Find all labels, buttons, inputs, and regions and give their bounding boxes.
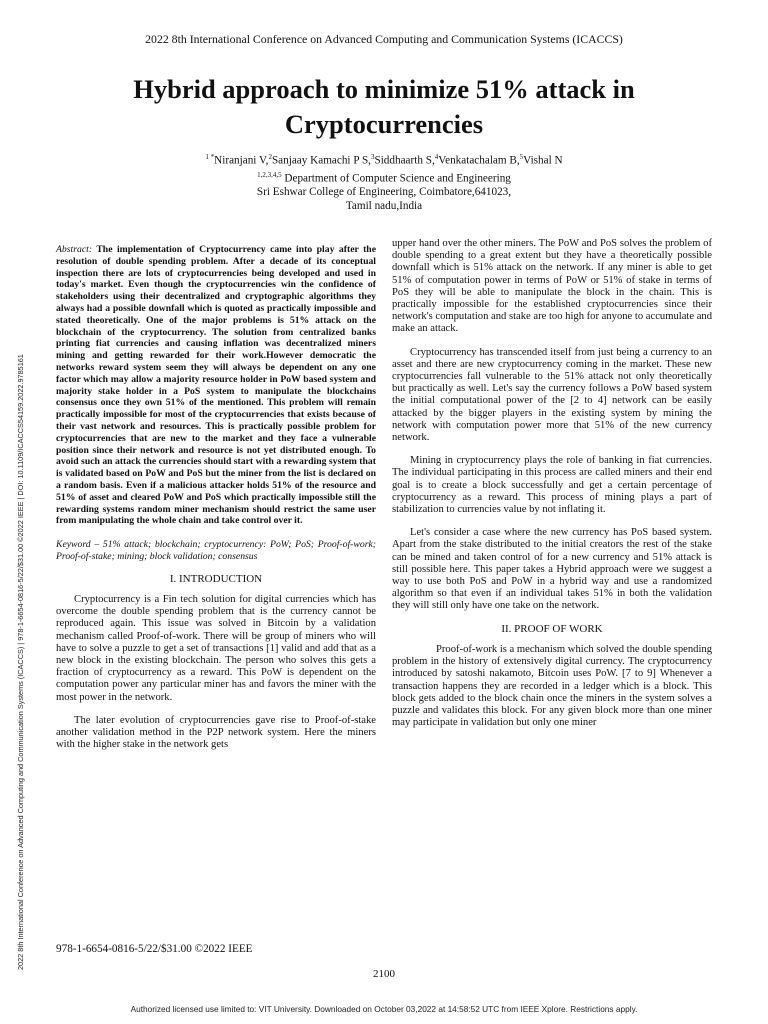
conference-header: 2022 8th International Conference on Advanced Computing and Communication Systems (ICACCS)	[145, 32, 623, 46]
paper-title	[60, 72, 708, 142]
section-heading-proof-of-work: II. PROOF OF WORK	[501, 622, 603, 635]
title-line-1: Hybrid approach to minimize 51% attack in	[133, 74, 635, 104]
abstract	[56, 244, 376, 527]
author-names	[84, 150, 684, 168]
side-doi-strip	[14, 140, 28, 970]
pow-paragraph-1: Proof-of-work is a mechanism which solved the double spending problem in the history of extensively digital currency. The cryptocurrency introduced by satoshi nakamoto, Bitcoin uses PoW. [7 to 9] Whenever a transaction happens they are recorded in a ledger which is a block. This block gets added to the block chain once the miners in the system solves a puzzle and validates this block. For any given block more than one miner may participate in validation but only one miner	[392, 643, 712, 729]
side-doi-text: 2022 8th International Conference on Advanced Computing and Communication Systems (ICACCS) | 978-1-6654-0816-5/22/$31.00 ©2022 IEEE | DOI: 10.1109/ICACCS54159.2022.9785161	[16, 354, 25, 970]
author-2: Sanjaay Kamachi P S,	[271, 154, 371, 167]
left-column	[56, 244, 376, 751]
right-paragraph-3: Mining in cryptocurrency plays the role of banking in fiat currencies. The individual participating in this process are called miners and their end goal is to create a block successfully and get a certain percentage of cryptocurrency as a reward. This process of mining plays a part of stabilization to currencies value by not inflating it.	[392, 455, 712, 516]
author-sup-4: 4	[434, 153, 439, 161]
section-heading-introduction: I. INTRODUCTION	[169, 572, 263, 585]
right-column	[392, 238, 712, 729]
license-footer: Authorized licensed use limited to: VIT University. Downloaded on October 03,2022 at 14:58:52 UTC from IEEE Xplore. Restrictions apply.	[130, 1004, 638, 1014]
intro-paragraph-2: The later evolution of cryptocurrencies gave rise to Proof-of-stake another validation method in the P2P network system. Here the miners with the higher stake in the network gets	[56, 714, 376, 751]
author-sup-3: 3	[370, 153, 375, 161]
abstract-text: The implementation of Cryptocurrency came into play after the resolution of double spending problem. After a decade of its conceptual inspection there are lots of cryptocurrencies being developed and used in today's market. Even though the cryptocurrencies win the confidence of stakeholders using their decentralized and cryptographic algorithms they always had a possible downfall which is quoted as practically impossible and stated theoretically. One of the major problems is 51% attack on the blockchain of the cryptocurrency. The solution from centralized banks printing fiat currencies and causing inflation was decentralized miners mining and getting rewarded for their work.However democratic the networks reward system seem they will always be dependent on any one factor which may allow a majority resource holder in PoW based system and majority stake holder in a PoS system to manipulate the blockchains consensus once they own 51% of the mentioned. This problem will remain practically impossible for most of the cryptocurrencies that exists because of their vast network and resources. This is practically possible problem for cryptocurrencies that are new to the market and they face a vulnerable position since their network and resource is not yet distributed enough. To avoid such an attack the currencies should start with a rewarding system that is validated based on PoW and PoS but the miner from the list is declared on a random basis. Even if a malicious attacker holds 51% of the resource and 51% of asset and cleared PoW and PoS which practically impossible still the rewarding systems random miner mechanism should restrict the same user from manipulating the whole chain and take control over it.	[56, 244, 376, 527]
keywords: Keyword – 51% attack; blockchain; cryptocurrency: PoW; PoS; Proof-of-work; Proof-of-stake; mining; block validation; consensus	[56, 539, 376, 562]
author-4: Venkatachalam B,	[438, 154, 520, 167]
isbn-line: 978-1-6654-0816-5/22/$31.00 ©2022 IEEE	[56, 943, 253, 955]
author-sup-2: 2	[268, 153, 272, 161]
right-paragraph-4: Let's consider a case where the new currency has PoS based system. Apart from the stake distributed to the initial creators the rest of the stake can be mined and taken control of for a new currency and 51% attack is still possible here. This paper takes a Hybrid approach were we suggest a way to use both PoS and PoW in a hybrid way and use a randomized algorithm so that even if an individual takes 51% in both the validation they will still only have one take on the network.	[392, 527, 712, 612]
title-line-2: Cryptocurrencies	[284, 109, 484, 139]
page-number: 2100	[373, 968, 395, 980]
author-sup-1: 1 *	[205, 153, 215, 161]
author-institution: Sri Eshwar College of Engineering, Coimbatore,641023,	[256, 186, 512, 199]
department-text: Department of Computer Science and Engineering	[284, 172, 511, 185]
abstract-label: Abstract:	[56, 244, 93, 255]
author-block	[84, 150, 684, 213]
right-paragraph-1: upper hand over the other miners. The PoW and PoS solves the problem of double spending to a great extent but they have a theoretically possible downfall which is 51% attack on the network. If any miner is able to get 51% of computation power in terms of PoW or 51% of stake in terms of PoS they will be able to manipulate the block in the chain. This is practically impossible for the established cryptocurrencies since their network's computation and stake are too high for anyone to accumulate and make an attack.	[392, 238, 712, 335]
author-1: Niranjani V,	[214, 154, 269, 167]
right-paragraph-2: Cryptocurrency has transcended itself from just being a currency to an asset and there are new cryptocurrency coming in the market. These new cryptocurrencies fall vulnerable to the 51% attack not only theoretically but practically as well. Let's say the currency follows a PoW based system the initial computational power of the [2 to 4] network can be easily attacked by the bigger players in the existing system by mining the network with computation power more that 51% of the new currency network.	[392, 346, 712, 444]
author-3: Siddhaarth S,	[374, 154, 435, 167]
department-sup: 1,2,3,4,5	[257, 170, 282, 179]
author-department	[84, 168, 684, 186]
author-5: Vishal N	[523, 154, 563, 167]
author-sup-5: 5	[519, 153, 524, 161]
author-location: Tamil nadu,India	[345, 200, 423, 213]
intro-paragraph-1: Cryptocurrency is a Fin tech solution for digital currencies which has overcome the double spending problem that is the currency cannot be reproduced again. This issue was solved in Bitcoin by a validation mechanism called Proof-of-work. There will be group of miners who will have to solve a puzzle to get a set of transactions [1] valid and add that as a new block in the existing blockchain. The person who solves this gets a fraction of cryptocurrency as a reward. This PoW is dependent on the computation power any particular miner has and favors the miner with the most power in the network.	[56, 593, 376, 703]
